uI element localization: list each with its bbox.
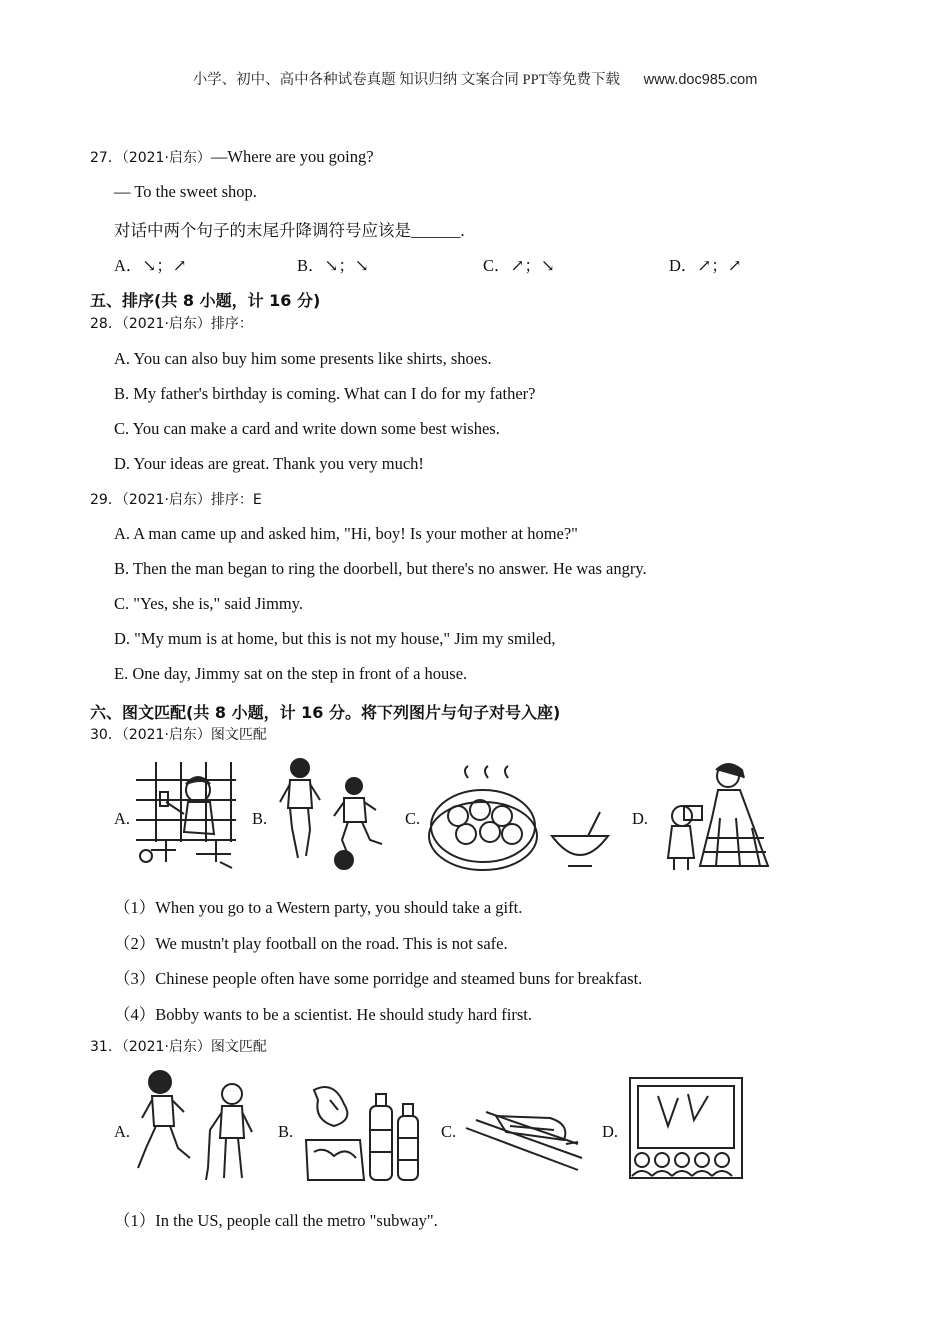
question-30 [90,724,267,744]
question-number: 28． [90,316,122,332]
question-source: （2021·启东） [121,150,211,166]
question-number: 29． [90,492,122,508]
question-28 [90,313,253,333]
question-source: （2021·启东）图文匹配 [121,727,267,743]
sentence-e: E. One day, Jimmy sat on the step in front of a house. [114,664,468,683]
picture-label-a: A. [114,1122,131,1141]
option-c: C．↗；↘ [483,256,555,275]
gift-picture [656,758,774,874]
question-31 [90,1036,267,1056]
sentence-d: D. Your ideas are great. Thank you very much! [114,454,424,473]
question-source: （2021·启东）排序： [121,316,253,332]
match-sentence-3: （3）Chinese people often have some porridge and steamed buns for breakfast. [114,969,643,988]
section-heading-5: 五、排序(共 8 小题，计 16 分) [90,291,321,310]
picture-label-a: A. [114,809,131,828]
section-heading-6: 六、图文匹配(共 8 小题，计 16 分。将下列图片与句子对号入座) [90,703,561,722]
question-29 [90,489,262,509]
breakfast-picture [428,766,623,874]
cinema-picture [628,1076,746,1184]
dialogue-line: — To the sweet shop. [114,182,257,201]
question-number: 27． [90,150,122,166]
sentence-c: C. You can make a card and write down some best wishes. [114,419,500,438]
scientist-picture [136,762,241,874]
match-sentence-1: （1）In the US, people call the metro "subway". [114,1211,438,1230]
option-d: D．↗；↗ [669,256,742,275]
match-sentence-4: （4）Bobby wants to be a scientist. He should study hard first. [114,1005,532,1024]
picture-label-c: C. [441,1122,457,1141]
question-source: （2021·启东）排序：E [121,492,262,508]
match-sentence-2: （2）We mustn't play football on the road. This is not safe. [114,934,508,953]
train-picture [466,1098,584,1172]
page-header [0,68,950,89]
picture-label-b: B. [278,1122,294,1141]
picture-label-c: C. [405,809,421,828]
option-a: A．↘；↗ [114,256,187,275]
football-picture [272,758,397,868]
sentence-a: A. You can also buy him some presents like shirts, shoes. [114,349,492,368]
sentence-b: B. My father's birthday is coming. What can I do for my father? [114,384,536,403]
question-text: —Where are you going? [210,147,374,166]
header-text: 小学、初中、高中各种试卷真题 知识归纳 文案合同 PPT等免费下载 [192,72,621,88]
picture-label-b: B. [252,809,268,828]
sentence-c: C. "Yes, she is," said Jimmy. [114,594,304,613]
match-sentence-1: （1）When you go to a Western party, you should take a gift. [114,898,523,917]
sentence-b: B. Then the man began to ring the doorbell, but there's no answer. He was angry. [114,559,647,578]
sentence-a: A. A man came up and asked him, "Hi, boy! Is your mother at home?" [114,524,578,543]
question-number: 31． [90,1039,122,1055]
picture-label-d: D. [632,809,649,828]
question-prompt: 对话中两个句子的末尾升降调符号应该是______. [114,221,465,240]
header-url: www.doc985.com [643,72,758,88]
question-number: 30． [90,727,122,743]
food-drinks-picture [304,1080,426,1184]
question-27 [90,147,374,167]
question-source: （2021·启东）图文匹配 [121,1039,267,1055]
running-picture [136,1068,268,1184]
sentence-d: D. "My mum is at home, but this is not my house," Jim my smiled, [114,629,556,648]
option-b: B．↘；↘ [297,256,369,275]
picture-label-d: D. [602,1122,619,1141]
